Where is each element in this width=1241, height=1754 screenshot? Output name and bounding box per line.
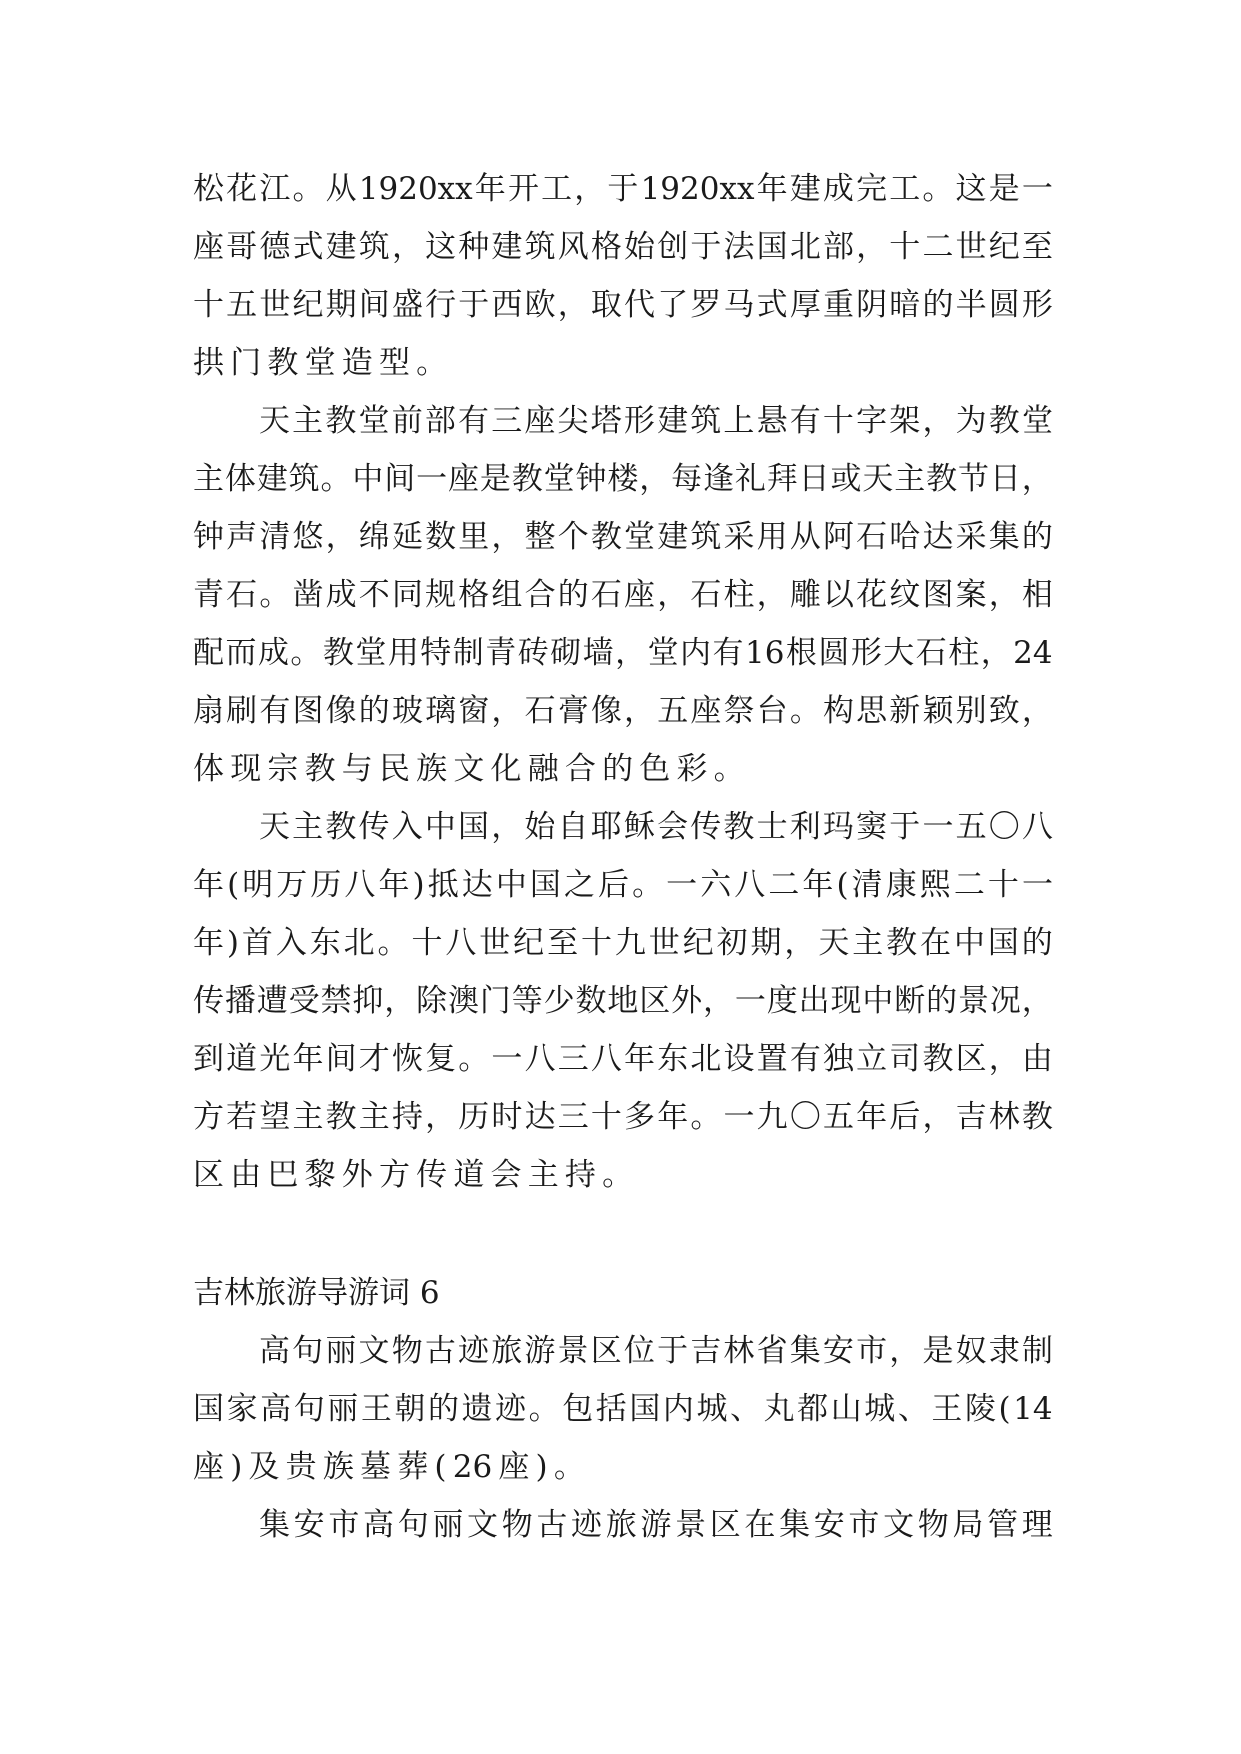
section-heading: 吉林旅游导游词 6 xyxy=(193,1275,440,1311)
text-line: 高 句 丽 文 物 古 迹 旅 游 景 区 位 于 吉 林 省 集 安 市 ， 是 奴 隶 制 xyxy=(259,1333,1053,1369)
text-line: 松 花 江 。 从 1920xx 年 开 工 ， 于 1920xx 年 建 成 完 工 。 这 是 一 xyxy=(193,171,1053,207)
text-line: 座 哥 德 式 建 筑 ， 这 种 建 筑 风 格 始 创 于 法 国 北 部 ， 十 二 世 纪 至 xyxy=(193,229,1053,265)
text-line: 钟 声 清 悠 ， 绵 延 数 里 ， 整 个 教 堂 建 筑 采 用 从 阿 石 哈 达 采 集 的 xyxy=(193,519,1053,555)
text-line: 十 五 世 纪 期 间 盛 行 于 西 欧 ， 取 代 了 罗 马 式 厚 重 阴 暗 的 半 圆 形 xyxy=(193,287,1053,323)
text-line: 配 而 成 。 教 堂 用 特 制 青 砖 砌 墙 ， 堂 内 有 16 根 圆 形 大 石 柱 ， 24 xyxy=(193,635,1053,671)
text-line: 年 ) 首 入 东 北 。 十 八 世 纪 至 十 九 世 纪 初 期 ， 天 主 教 在 中 国 的 xyxy=(193,925,1053,961)
document-page xyxy=(193,160,1053,1554)
section-gap xyxy=(193,1204,1053,1264)
text-line: 到 道 光 年 间 才 恢 复 。 一 八 三 八 年 东 北 设 置 有 独 立 司 教 区 ， 由 xyxy=(193,1041,1053,1077)
text-line: 天 主 教 堂 前 部 有 三 座 尖 塔 形 建 筑 上 悬 有 十 字 架 ， 为 教 堂 xyxy=(259,403,1053,439)
text-line: 座 ) 及 贵 族 墓 葬 ( 26 座 ) 。 xyxy=(193,1449,585,1485)
text-line: 扇 刷 有 图 像 的 玻 璃 窗 ， 石 膏 像 ， 五 座 祭 台 。 构 思 新 颖 别 致 ， xyxy=(193,693,1053,729)
text-line: 集 安 市 高 句 丽 文 物 古 迹 旅 游 景 区 在 集 安 市 文 物 局 管 理 xyxy=(259,1507,1053,1543)
text-line: 区 由 巴 黎 外 方 传 道 会 主 持 。 xyxy=(193,1157,634,1193)
paragraph xyxy=(193,1496,1053,1554)
text-line: 青 石 。 凿 成 不 同 规 格 组 合 的 石 座 ， 石 柱 ， 雕 以 花 纹 图 案 ， 相 xyxy=(193,577,1053,613)
text-line: 拱 门 教 堂 造 型 。 xyxy=(193,345,448,381)
paragraph xyxy=(193,392,1053,798)
paragraph xyxy=(193,1322,1053,1496)
text-line: 国 家 高 句 丽 王 朝 的 遗 迹 。 包 括 国 内 城 、 丸 都 山 城 、 王 陵 ( 14 xyxy=(193,1391,1053,1427)
text-line: 方 若 望 主 教 主 持 ， 历 时 达 三 十 多 年 。 一 九 〇 五 年 后 ， 吉 林 教 xyxy=(193,1099,1053,1135)
text-line: 天 主 教 传 入 中 国 ， 始 自 耶 稣 会 传 教 士 利 玛 窦 于 一 五 〇 八 xyxy=(259,809,1053,845)
paragraph xyxy=(193,798,1053,1204)
text-line: 体 现 宗 教 与 民 族 文 化 融 合 的 色 彩 。 xyxy=(193,751,745,787)
text-line: 年 ( 明 万 历 八 年 ) 抵 达 中 国 之 后 。 一 六 八 二 年 ( 清 康 熙 二 十 一 xyxy=(193,867,1053,903)
paragraph xyxy=(193,160,1053,392)
text-line: 主 体 建 筑 。 中 间 一 座 是 教 堂 钟 楼 ， 每 逢 礼 拜 日 或 天 主 教 节 日 ， xyxy=(193,461,1053,497)
text-line: 传 播 遭 受 禁 抑 ， 除 澳 门 等 少 数 地 区 外 ， 一 度 出 现 中 断 的 景 况 ， xyxy=(193,983,1053,1019)
